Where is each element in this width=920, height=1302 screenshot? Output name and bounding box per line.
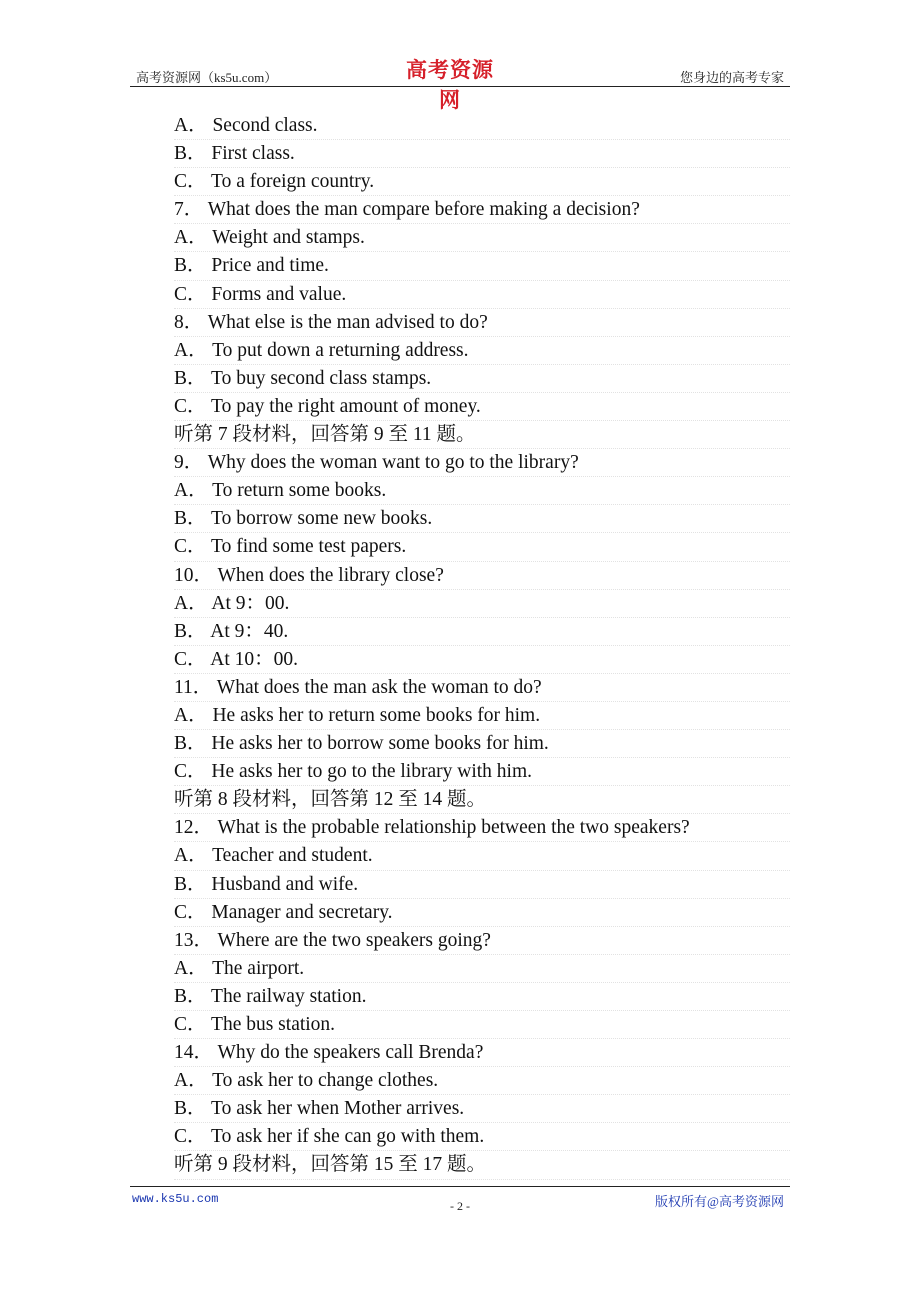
answer-option: C． To find some test papers.: [174, 533, 790, 561]
header-logo: 高考资源网: [406, 58, 494, 112]
footer-website-link[interactable]: www.ks5u.com: [132, 1192, 219, 1206]
answer-option: B． At 9：40.: [174, 618, 790, 646]
answer-option: A． To return some books.: [174, 477, 790, 505]
answer-option: C． The bus station.: [174, 1011, 790, 1039]
answer-option: B． The railway station.: [174, 983, 790, 1011]
answer-option: A． To put down a returning address.: [174, 337, 790, 365]
answer-option: B． To ask her when Mother arrives.: [174, 1095, 790, 1123]
answer-option: C． At 10：00.: [174, 646, 790, 674]
question-10: 10． When does the library close?: [174, 562, 790, 590]
answer-option: B． He asks her to borrow some books for him.: [174, 730, 790, 758]
answer-option: B． First class.: [174, 140, 790, 168]
page-header: [130, 52, 790, 112]
header-right-text: 您身边的高考专家: [679, 70, 784, 85]
answer-option: C． Forms and value.: [174, 281, 790, 309]
page-footer: [130, 1186, 790, 1217]
answer-option: A． Teacher and student.: [174, 842, 790, 870]
question-8: 8． What else is the man advised to do?: [174, 309, 790, 337]
section-instruction: 听第 8 段材料，回答第 12 至 14 题。: [174, 786, 790, 814]
page-number: - 2 -: [450, 1199, 470, 1213]
answer-option: B． Price and time.: [174, 252, 790, 280]
answer-option: C． To a foreign country.: [174, 168, 790, 196]
question-9: 9． Why does the woman want to go to the library?: [174, 449, 790, 477]
answer-option: A． He asks her to return some books for him.: [174, 702, 790, 730]
answer-option: C． To ask her if she can go with them.: [174, 1123, 790, 1151]
question-12: 12． What is the probable relationship between the two speakers?: [174, 814, 790, 842]
answer-option: A． Second class.: [174, 112, 790, 140]
answer-option: A． Weight and stamps.: [174, 224, 790, 252]
question-13: 13． Where are the two speakers going?: [174, 927, 790, 955]
footer-copyright: 版权所有@高考资源网: [655, 1194, 784, 1209]
answer-option: C． To pay the right amount of money.: [174, 393, 790, 421]
header-left-text: 高考资源网（ks5u.com）: [136, 70, 278, 85]
answer-option: A． To ask her to change clothes.: [174, 1067, 790, 1095]
answer-option: A． At 9：00.: [174, 590, 790, 618]
answer-option: C． He asks her to go to the library with him.: [174, 758, 790, 786]
section-instruction: 听第 7 段材料，回答第 9 至 11 题。: [174, 421, 790, 449]
answer-option: B． To buy second class stamps.: [174, 365, 790, 393]
question-14: 14． Why do the speakers call Brenda?: [174, 1039, 790, 1067]
answer-option: C． Manager and secretary.: [174, 899, 790, 927]
answer-option: B． To borrow some new books.: [174, 505, 790, 533]
question-11: 11． What does the man ask the woman to do?: [174, 674, 790, 702]
document-body: [174, 112, 790, 1180]
section-instruction: 听第 9 段材料，回答第 15 至 17 题。: [174, 1151, 790, 1179]
question-7: 7． What does the man compare before making a decision?: [174, 196, 790, 224]
answer-option: B． Husband and wife.: [174, 871, 790, 899]
answer-option: A． The airport.: [174, 955, 790, 983]
